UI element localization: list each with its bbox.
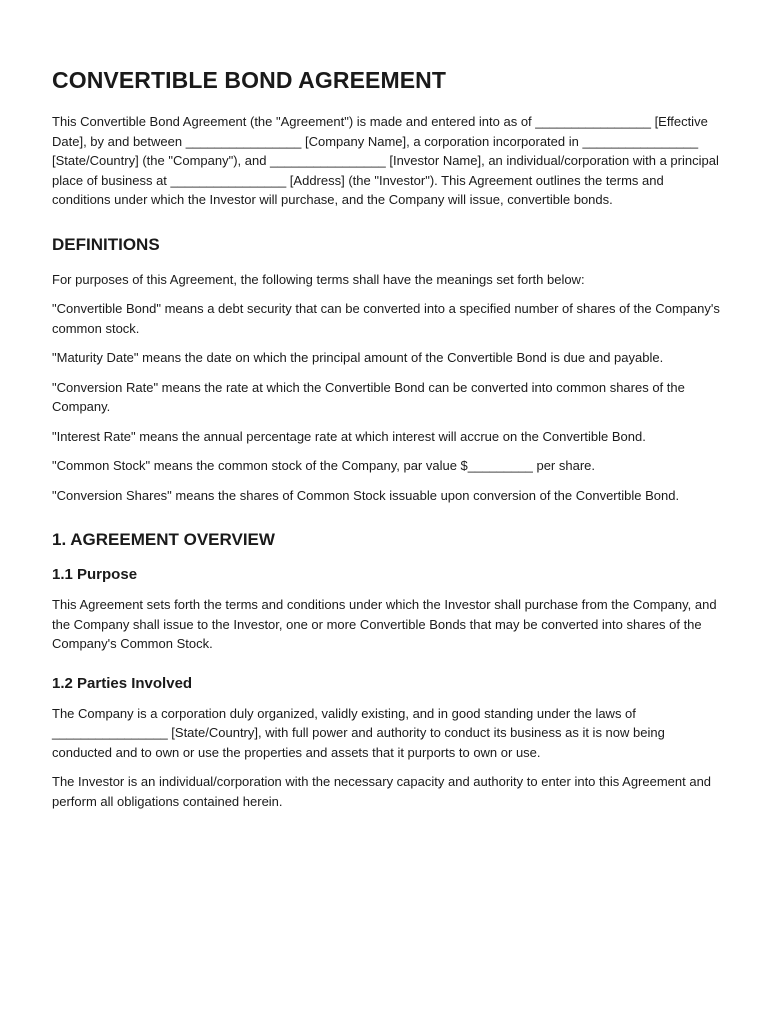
document-page: [52, 66, 722, 821]
parties-heading: 1.2 Parties Involved: [52, 674, 193, 692]
definition-item: "Convertible Bond" means a debt security that can be converted into a specified number of shares of the Company's common stock.: [52, 301, 720, 336]
definition-item: "Common Stock" means the common stock of the Company, par value $_________ per share.: [52, 458, 595, 473]
parties-paragraph: The Company is a corporation duly organized, validly existing, and in good standing under the laws of ________________ [State/Country], with full power and authority to conduct its business as it is now being conducted and to own or use the properties and assets that it purports to own or use.: [52, 705, 665, 760]
parties-paragraph: The Investor is an individual/corporation with the necessary capacity and authority to enter into this Agreement and perform all obligations contained herein.: [52, 774, 712, 809]
definition-item: "Conversion Rate" means the rate at which the Convertible Bond can be converted into common shares of the Company.: [52, 379, 685, 414]
document-title: CONVERTIBLE BOND AGREEMENT: [52, 67, 447, 93]
definition-item: "Interest Rate" means the annual percentage rate at which interest will accrue on the Convertible Bond.: [52, 428, 646, 444]
definition-item: "Maturity Date" means the date on which the principal amount of the Convertible Bond is due and payable.: [52, 350, 664, 365]
purpose-heading: 1.1 Purpose: [52, 566, 138, 583]
intro-paragraph: This Convertible Bond Agreement (the "Agreement") is made and entered into as of ________________ [Effective Date], by and between ________________ [Company Name], a corporation incorporated in ________________ [State/Country] (the "Company"), and ________________ [Investor Name], an individual/corporation with a principal place of business at ________________ [Address] (the "Investor"). This Agreement outlines the terms and conditions under which the Investor will purchase, and the Company will issue, convertible bonds.: [52, 114, 719, 207]
purpose-paragraph: This Agreement sets forth the terms and conditions under which the Investor shall purchase from the Company, and the Company shall issue to the Investor, one or more Convertible Bonds that may be converted into shares of the Company's Common Stock.: [52, 597, 717, 651]
definitions-heading: DEFINITIONS: [52, 234, 160, 254]
definition-item: "Conversion Shares" means the shares of Common Stock issuable upon conversion of the Convertible Bond.: [52, 487, 680, 503]
definitions-lead: For purposes of this Agreement, the following terms shall have the meanings set forth below:: [52, 271, 585, 287]
section-1-heading: 1. AGREEMENT OVERVIEW: [52, 530, 275, 549]
